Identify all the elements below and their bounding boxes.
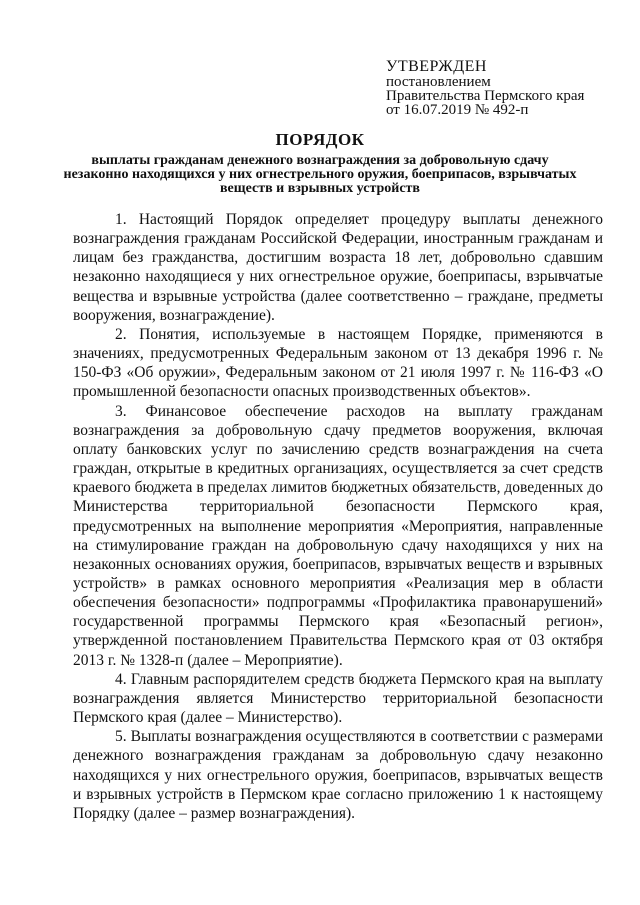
paragraph-5: 5. Выплаты вознаграждения осуществляются в соответствии с размерами денежного вознаграждения гражданам за добровольную сдачу незаконно находящихся у них огнестрельного оружия, боеприпасов, взрывчатых веществ и взрывных устройств в Пермском крае согласно приложению 1 к настоящему Порядку (далее – размер вознаграждения). [73,728,603,822]
approval-stamp [386,58,636,117]
approval-line-1: постановлением [386,74,491,90]
approval-heading: УТВЕРЖДЕН [386,58,487,75]
document-title: ПОРЯДОК [275,130,365,149]
paragraph-3: 3. Финансовое обеспечение расходов на выплату гражданам вознаграждения за добровольную сдачу предметов вооружения, включая оплату банковских услуг по зачислению средств вознаграждения на счета граждан, открытые в кредитных организациях, осуществляется за счет средств краевого бюджета в пределах лимитов бюджетных обязательств, доведенных до Министерства территориальной безопасности Пермского края, предусмотренных на выполнение мероприятия «Мероприятия, направленные на стимулирование граждан на добровольную сдачу находящихся у них на незаконных основаниях оружия, боеприпасов, взрывчатых веществ и взрывных устройств» в рамках основного мероприятия «Реализация мер в области обеспечения безопасности» подпрограммы «Профилактика правонарушений» государственной программы Пермского края «Безопасный регион», утвержденной постановлением Правительства Пермского края от 03 октября 2013 г. № 1328-п (далее – Мероприятие). [73,402,603,669]
paragraph-4: 4. Главным распорядителем средств бюджета Пермского края на выплату вознаграждения является Министерство территориальной безопасности Пермского края (далее – Министерство). [73,670,603,727]
approval-line-2: Правительства Пермского края [386,88,585,104]
paragraph-1: 1. Настоящий Порядок определяет процедуру выплаты денежного вознаграждения гражданам Российской Федерации, иностранным гражданам и лицам без гражданства, достигшим возраста 18 лет, добровольно сдавшим незаконно находящиеся у них огнестрельное оружие, боеприпасы, взрывчатые вещества и взрывные устройства (далее соответственно – граждане, предметы вооружения, вознаграждение). [73,211,603,324]
approval-line-3: от 16.07.2019 № 492-п [386,102,529,118]
paragraph-2: 2. Понятия, используемые в настоящем Порядке, применяются в значениях, предусмотренных Федеральным законом от 13 декабря 1996 г. № 150-ФЗ «Об оружии», Федеральным законом от 21 июля 1997 г. № 116-ФЗ «О промышленной безопасности опасных производственных объектов». [73,325,603,401]
document-body [73,210,603,823]
document-subtitle: выплаты гражданам денежного вознаграждения за добровольную сдачу незаконно находящихся у них огнестрельного оружия, боеприпасов, взрывчатых веществ и взрывных устройств [63,153,577,196]
